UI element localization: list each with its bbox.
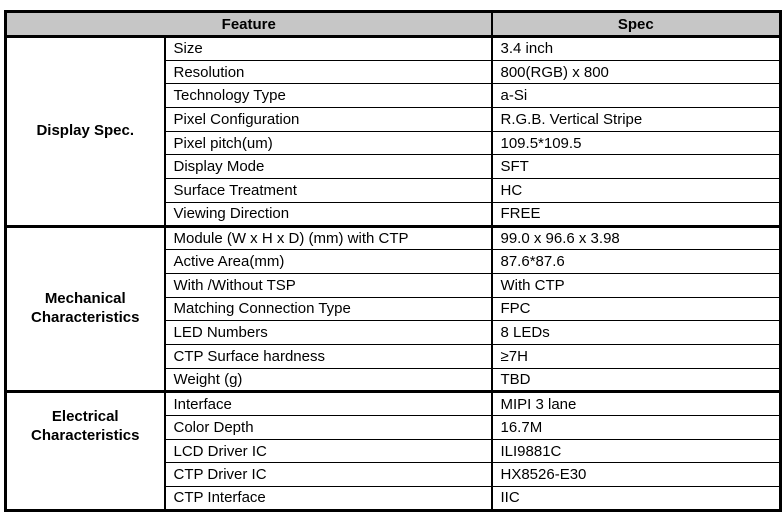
spec-cell: 800(RGB) x 800 <box>492 60 781 84</box>
spec-cell: 99.0 x 96.6 x 3.98 <box>492 226 781 250</box>
spec-cell: TBD <box>492 368 781 392</box>
spec-cell: R.G.B. Vertical Stripe <box>492 108 781 132</box>
feature-cell: Matching Connection Type <box>165 297 492 321</box>
spec-cell: With CTP <box>492 273 781 297</box>
feature-cell: Pixel Configuration <box>165 108 492 132</box>
spec-cell: HX8526-E30 <box>492 463 781 487</box>
feature-cell: CTP Surface hardness <box>165 344 492 368</box>
spec-cell: 16.7M <box>492 416 781 440</box>
feature-cell: Display Mode <box>165 155 492 179</box>
spec-cell: ≥7H <box>492 344 781 368</box>
table-header-row <box>6 12 781 37</box>
feature-cell: With /Without TSP <box>165 273 492 297</box>
feature-cell: Interface <box>165 392 492 416</box>
spec-cell: 8 LEDs <box>492 321 781 345</box>
feature-cell: LCD Driver IC <box>165 439 492 463</box>
feature-column-header: Feature <box>6 12 492 37</box>
feature-cell: Pixel pitch(um) <box>165 131 492 155</box>
feature-cell: Color Depth <box>165 416 492 440</box>
spec-table <box>4 10 782 512</box>
table-row <box>6 37 781 61</box>
feature-cell: Active Area(mm) <box>165 250 492 274</box>
spec-cell: a-Si <box>492 84 781 108</box>
table-header <box>6 12 781 37</box>
category-cell-mechanical-characteristics: Mechanical Characteristics <box>6 226 165 392</box>
feature-cell: Weight (g) <box>165 368 492 392</box>
spec-cell: 87.6*87.6 <box>492 250 781 274</box>
table-row <box>6 226 781 250</box>
spec-cell: ILI9881C <box>492 439 781 463</box>
feature-cell: Technology Type <box>165 84 492 108</box>
spec-cell: FPC <box>492 297 781 321</box>
feature-cell: Resolution <box>165 60 492 84</box>
feature-cell: Module (W x H x D) (mm) with CTP <box>165 226 492 250</box>
feature-cell: CTP Interface <box>165 487 492 511</box>
feature-cell: Viewing Direction <box>165 202 492 226</box>
category-cell-electrical-characteristics: Electrical Characteristics <box>6 392 165 510</box>
table-row <box>6 392 781 416</box>
feature-cell: Size <box>165 37 492 61</box>
spec-cell: 3.4 inch <box>492 37 781 61</box>
spec-cell: IIC <box>492 487 781 511</box>
spec-cell: 109.5*109.5 <box>492 131 781 155</box>
spec-cell: HC <box>492 179 781 203</box>
category-cell-display-spec: Display Spec. <box>6 37 165 227</box>
feature-cell: LED Numbers <box>165 321 492 345</box>
spec-cell: MIPI 3 lane <box>492 392 781 416</box>
spec-column-header: Spec <box>492 12 781 37</box>
table-body <box>6 37 781 511</box>
spec-cell: SFT <box>492 155 781 179</box>
feature-cell: Surface Treatment <box>165 179 492 203</box>
feature-cell: CTP Driver IC <box>165 463 492 487</box>
spec-cell: FREE <box>492 202 781 226</box>
